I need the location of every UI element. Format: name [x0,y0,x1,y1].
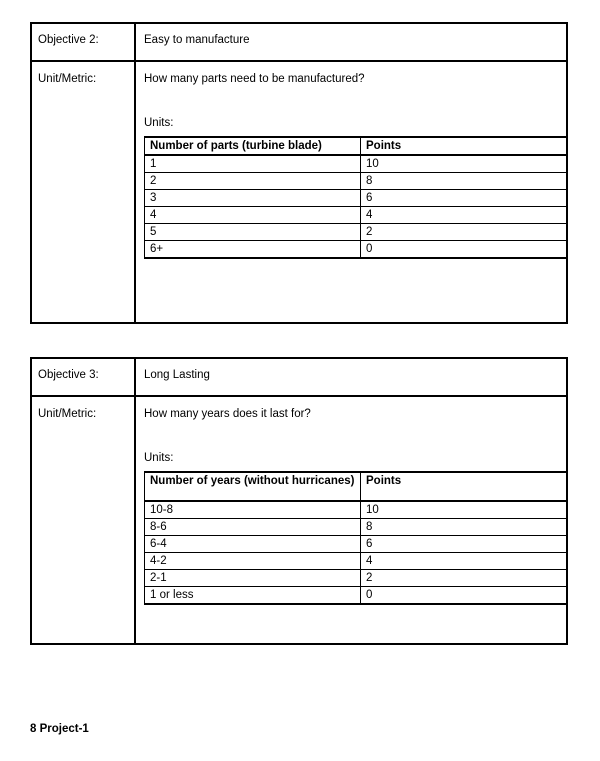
column-header-points: Points [361,472,567,501]
metric-content [136,397,567,643]
table-row [145,207,567,224]
metric-label: Unit/Metric: [32,397,136,643]
objective-value: Easy to manufacture [144,34,250,46]
cell-points: 2 [361,224,567,241]
metric-label: Unit/Metric: [32,62,136,322]
objective-block-2 [30,22,568,324]
cell-points: 6 [361,190,567,207]
objective-value: Long Lasting [144,369,210,381]
metric-row [32,62,566,322]
cell-criteria: 6-4 [145,536,361,553]
cell-points: 4 [361,207,567,224]
table-row [145,553,567,570]
table-row [145,587,567,605]
metric-question: How many years does it last for? [144,408,311,420]
table-row [145,173,567,190]
cell-criteria: 2-1 [145,570,361,587]
cell-points: 10 [361,501,567,519]
cell-points: 2 [361,570,567,587]
cell-criteria: 6+ [145,241,361,259]
objective-label: Objective 2: [32,24,136,60]
cell-criteria: 1 [145,155,361,173]
column-header-points: Points [361,137,567,155]
table-header-row [145,137,567,155]
units-label: Units: [144,452,174,464]
cell-criteria: 1 or less [145,587,361,605]
table-row [145,570,567,587]
scoring-table [144,471,567,605]
cell-criteria: 4-2 [145,553,361,570]
table-row [145,224,567,241]
cell-points: 10 [361,155,567,173]
metric-row [32,397,566,643]
objective-title-row [32,359,566,397]
table-header-row [145,472,567,501]
table-row [145,155,567,173]
objective-title-row [32,24,566,62]
objective-block-3 [30,357,568,645]
cell-points: 6 [361,536,567,553]
table-row [145,190,567,207]
cell-criteria: 10-8 [145,501,361,519]
cell-points: 4 [361,553,567,570]
cell-points: 0 [361,587,567,605]
scoring-table [144,136,567,259]
cell-criteria: 8-6 [145,519,361,536]
cell-criteria: 2 [145,173,361,190]
cell-points: 0 [361,241,567,259]
table-row [145,501,567,519]
table-row [145,519,567,536]
cell-points: 8 [361,173,567,190]
metric-content [136,62,567,322]
table-row [145,241,567,259]
objective-label: Objective 3: [32,359,136,395]
units-label: Units: [144,117,174,129]
cell-criteria: 4 [145,207,361,224]
cell-criteria: 3 [145,190,361,207]
cell-points: 8 [361,519,567,536]
column-header-criteria: Number of parts (turbine blade) [145,137,361,155]
table-row [145,536,567,553]
column-header-criteria: Number of years (without hurricanes) [145,472,361,501]
metric-question: How many parts need to be manufactured? [144,73,365,85]
cell-criteria: 5 [145,224,361,241]
page-footer: 8 Project-1 [30,723,89,735]
